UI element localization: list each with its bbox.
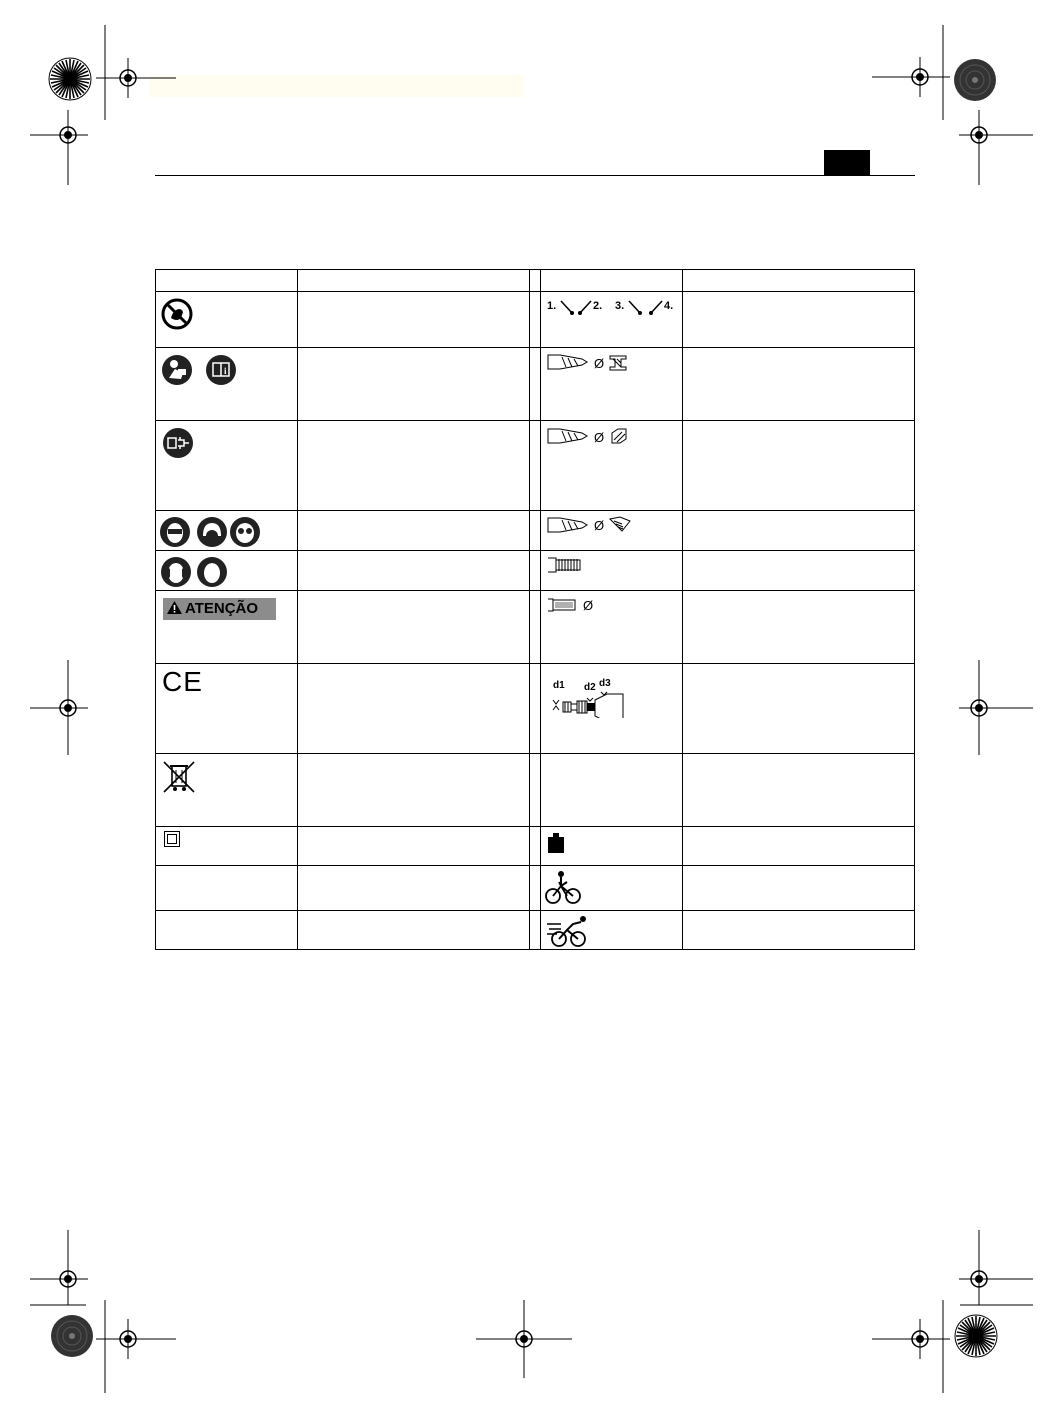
weee-bin-icon	[162, 760, 196, 793]
unplug-icon	[162, 427, 194, 459]
dimension-d2-label: d2	[584, 682, 596, 693]
ear-protection-icon	[196, 556, 228, 588]
drill-bit-icon	[547, 516, 589, 534]
tool-arrow-icon	[577, 298, 593, 316]
chuck-drawing-icon	[547, 686, 627, 718]
drill-bit-icon	[547, 427, 589, 445]
diameter-symbol: Ø	[583, 598, 594, 613]
tool-arrow-icon	[627, 298, 643, 316]
tool-arrow-icon	[648, 298, 664, 316]
dimension-d1-label: d1	[553, 680, 565, 691]
eye-protection-icon	[229, 516, 261, 548]
step-1-label: 1.	[547, 300, 557, 312]
wood-icon	[608, 515, 632, 533]
aluminium-profile-icon	[608, 427, 630, 447]
warning-triangle-icon	[167, 598, 182, 620]
ce-mark: CE	[162, 666, 203, 697]
screw-icon	[547, 556, 585, 574]
bicycle-fast-icon	[545, 914, 589, 948]
svg-text:i: i	[224, 366, 227, 376]
info-book-icon	[205, 354, 237, 386]
bicycle-slow-icon	[545, 870, 583, 906]
diameter-symbol: Ø	[594, 356, 605, 371]
diameter-symbol: Ø	[594, 430, 605, 445]
face-protection-icon	[159, 516, 191, 548]
head-protection-icon	[196, 516, 228, 548]
no-touch-icon	[161, 298, 193, 330]
chuck-dimensions-icon	[547, 678, 627, 718]
drill-bit-icon	[547, 353, 589, 371]
steps-icon	[547, 298, 677, 318]
step-3-label: 3.	[615, 300, 625, 312]
class-ii-icon	[164, 831, 180, 847]
dimension-d3-label: d3	[599, 678, 611, 689]
warning-label	[163, 598, 276, 620]
shank-icon	[547, 597, 579, 613]
hearing-protection-icon	[160, 556, 192, 588]
tool-arrow-icon	[559, 298, 575, 316]
steel-beam-icon	[608, 354, 630, 372]
step-4-label: 4.	[664, 300, 674, 312]
weight-icon	[547, 832, 567, 854]
read-manual-icon	[161, 354, 193, 386]
diameter-symbol: Ø	[594, 518, 605, 533]
warning-text: ATENÇÃO	[185, 600, 259, 617]
step-2-label: 2.	[593, 300, 603, 312]
